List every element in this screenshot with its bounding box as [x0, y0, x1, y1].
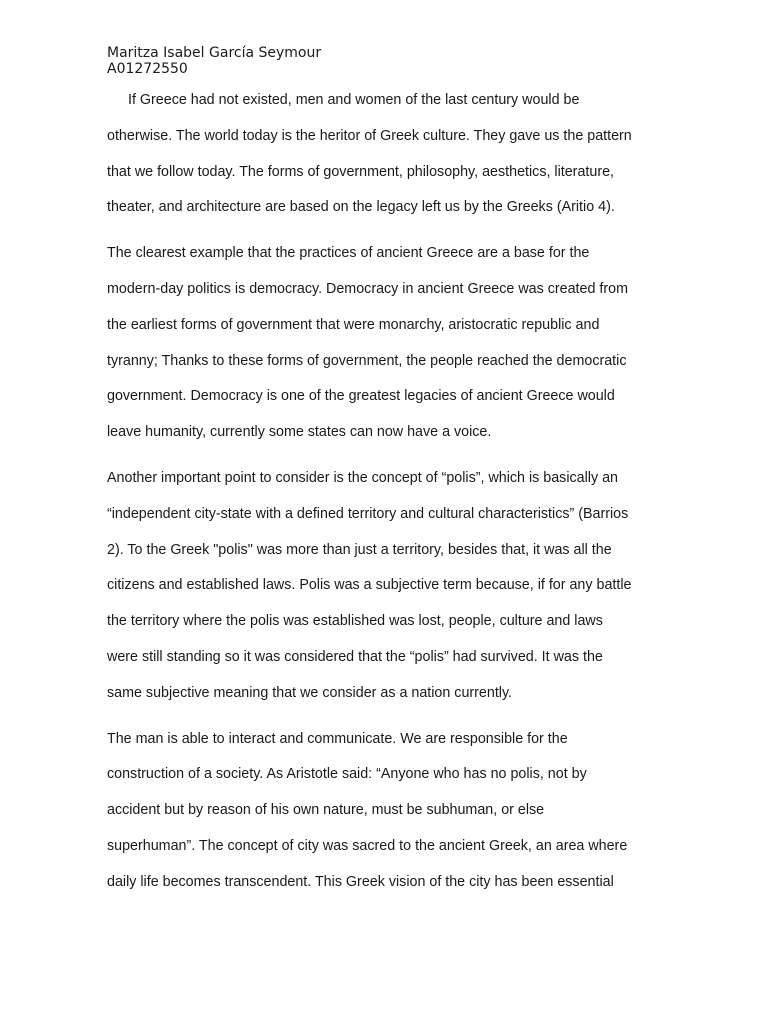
paragraph-line: same subjective meaning that we consider as a nation currently. — [107, 684, 513, 701]
paragraph-line: the territory where the polis was established was lost, people, culture and laws — [107, 613, 603, 630]
document-body — [107, 83, 667, 901]
paragraph-line: the earliest forms of government that were monarchy, aristocratic republic and — [107, 316, 600, 333]
paragraph-line: otherwise. The world today is the heritor of Greek culture. They gave us the pattern — [107, 127, 632, 144]
author-name: Maritza Isabel García Seymour — [107, 45, 322, 61]
paragraph-line: The clearest example that the practices of ancient Greece are a base for the — [107, 245, 590, 262]
paragraph-line: theater, and architecture are based on the legacy left us by the Greeks (Aritio 4). — [107, 199, 615, 216]
paragraph-2 — [107, 236, 667, 451]
paragraph-line: that we follow today. The forms of government, philosophy, aesthetics, literature, — [107, 163, 615, 180]
paragraph-line: The man is able to interact and communicate. We are responsible for the — [107, 730, 568, 747]
paragraph-1 — [107, 83, 667, 226]
paragraph-line: accident but by reason of his own nature, must be subhuman, or else — [107, 802, 545, 819]
paragraph-line: were still standing so it was considered that the “polis” had survived. It was the — [107, 648, 603, 665]
student-id: A01272550 — [107, 61, 188, 77]
paragraph-line: tyranny; Thanks to these forms of government, the people reached the democratic — [107, 352, 627, 369]
paragraph-line: 2). To the Greek "polis" was more than just a territory, besides that, it was all the — [107, 541, 612, 558]
paragraph-line: superhuman”. The concept of city was sacred to the ancient Greek, an area where — [107, 837, 628, 854]
document-header — [107, 45, 321, 77]
paragraph-line: If Greece had not existed, men and women of the last century would be — [128, 92, 580, 108]
paragraph-line: Another important point to consider is the concept of “polis”, which is basically an — [107, 469, 618, 486]
paragraph-4 — [107, 722, 667, 901]
paragraph-line: “independent city-state with a defined territory and cultural characteristics” (Barrios — [107, 505, 629, 522]
paragraph-line: citizens and established laws. Polis was a subjective term because, if for any battle — [107, 577, 632, 594]
paragraph-line: government. Democracy is one of the greatest legacies of ancient Greece would — [107, 388, 615, 405]
paragraph-3 — [107, 461, 667, 712]
paragraph-line: construction of a society. As Aristotle said: “Anyone who has no polis, not by — [107, 766, 587, 783]
paragraph-line: leave humanity, currently some states can now have a voice. — [107, 424, 492, 441]
paragraph-line: daily life becomes transcendent. This Greek vision of the city has been essential — [107, 873, 614, 890]
paragraph-line: modern-day politics is democracy. Democracy in ancient Greece was created from — [107, 280, 628, 297]
